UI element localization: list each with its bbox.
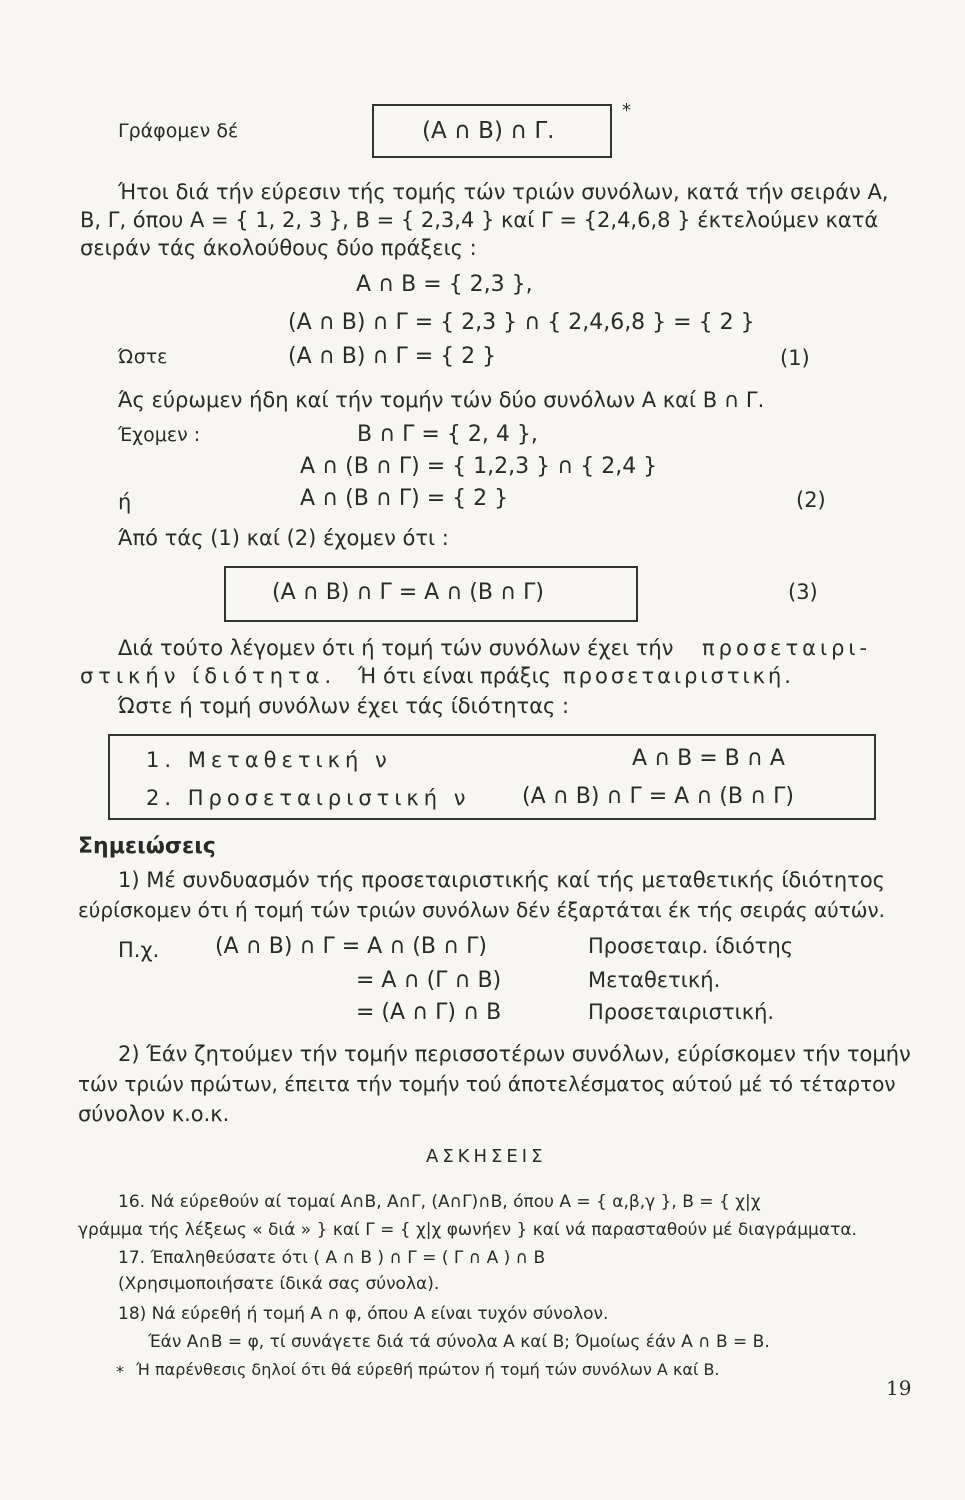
para1-line-3: σειράν τάς άκολούθους δύο πράξεις :	[80, 236, 477, 260]
example-formula-3: = (A ∩ Γ) ∩ B	[356, 1000, 502, 1025]
calc2-have-label: Έχομεν :	[118, 424, 201, 446]
para4-line-3: Ώστε ή τομή συνόλων έχει τάς ίδιότητας :	[118, 694, 570, 718]
example-label: Π.χ.	[118, 938, 160, 962]
calc2-eq-number: (2)	[796, 488, 826, 512]
exercise-16-line-1: 16. Νά εύρεθούν αί τομαί Α∩Β, Α∩Γ, (Α∩Γ)∩Β, όπου Α = { α,β,γ }, Β = { χ|χ	[118, 1192, 761, 1212]
para4-line-2c: προσεταιριστική.	[563, 664, 794, 688]
calc1-hence-label: Ώστε	[118, 346, 168, 368]
calc1-line-2: (A ∩ B) ∩ Γ = { 2,3 } ∩ { 2,4,6,8 } = { 2 }	[288, 310, 755, 335]
property-name-2: 2. Προσεταιριστική ν	[146, 786, 471, 810]
associative-eq-number: (3)	[788, 580, 818, 604]
intro-formula: (A ∩ B) ∩ Γ.	[422, 118, 555, 144]
para2: Άς εύρωμεν ήδη καί τήν τομήν τών δύο συνόλων Α καί Β ∩ Γ.	[118, 388, 765, 412]
calc2-or-label: ή	[118, 490, 132, 514]
calc2-line-3: A ∩ (B ∩ Γ) = { 2 }	[300, 486, 509, 511]
calc2-line-2: A ∩ (B ∩ Γ) = { 1,2,3 } ∩ { 2,4 }	[300, 454, 658, 479]
para4-line-2b: Ή ότι είναι πράξις	[358, 664, 552, 688]
calc1-eq-number: (1)	[780, 346, 810, 370]
example-property-2: Μεταθετική.	[588, 968, 721, 992]
para4-line-2a: στικήν ίδιότητα.	[80, 664, 337, 688]
example-property-1: Προσεταιρ. ίδιότης	[588, 934, 794, 958]
example-property-3: Προσεταιριστική.	[588, 1000, 775, 1024]
exercise-16-line-2: γράμμα τής λέξεως « διά » } καί Γ = { χ|χ φωνήεν } καί νά παρασταθούν μέ διαγράμματα.	[78, 1220, 857, 1240]
example-formula-1: (A ∩ B) ∩ Γ = A ∩ (B ∩ Γ)	[215, 934, 487, 959]
exercise-17-line-1: 17. Έπαληθεύσατε ότι ( Α ∩ Β ) ∩ Γ = ( Γ ∩ Α ) ∩ Β	[118, 1248, 546, 1268]
associative-eq: (A ∩ B) ∩ Γ = A ∩ (B ∩ Γ)	[272, 580, 544, 605]
property-formula-2: (A ∩ B) ∩ Γ = A ∩ (B ∩ Γ)	[522, 784, 794, 809]
footnote-star: *	[116, 1362, 124, 1381]
exercise-18-line-1: 18) Νά εύρεθή ή τομή Α ∩ φ, όπου Α είναι τυχόν σύνολον.	[118, 1304, 609, 1324]
note2-line-2: τών τριών πρώτων, έπειτα τήν τομήν τού άποτελέσματος αύτού μέ τό τέταρτον	[78, 1072, 896, 1096]
page-number: 19	[886, 1376, 912, 1400]
calc1-line-3: (A ∩ B) ∩ Γ = { 2 }	[288, 344, 497, 369]
para3: Άπό τάς (1) καί (2) έχομεν ότι :	[118, 526, 449, 550]
footnote-marker: *	[622, 100, 631, 121]
note1-line-1: 1) Μέ συνδυασμόν τής προσεταιριστικής καί τής μεταθετικής ίδιότητος	[118, 868, 886, 892]
example-formula-2: = A ∩ (Γ ∩ B)	[356, 968, 502, 993]
calc1-line-1: A ∩ B = { 2,3 },	[356, 272, 533, 297]
calc2-line-1: B ∩ Γ = { 2, 4 },	[357, 422, 538, 447]
note2-line-3: σύνολον κ.ο.κ.	[78, 1102, 230, 1126]
exercise-17-line-2: (Χρησιμοποιήσατε ίδικά σας σύνολα).	[118, 1274, 440, 1294]
note2-line-1: 2) Έάν ζητούμεν τήν τομήν περισσοτέρων συνόλων, εύρίσκομεν τήν τομήν	[118, 1042, 911, 1066]
note1-line-2: εύρίσκομεν ότι ή τομή τών τριών συνόλων δέν έξαρτάται έκ τής σειράς αύτών.	[78, 898, 886, 922]
para1-line-2: Β, Γ, όπου Α = { 1, 2, 3 }, Β = { 2,3,4 } καί Γ = {2,4,6,8 } έκτελούμεν κατά	[80, 208, 879, 232]
property-formula-1: A ∩ B = B ∩ A	[632, 746, 785, 771]
footnote-text: Ή παρένθεσις δηλοί ότι θά εύρεθή πρώτον ή τομή τών συνόλων Α καί Β.	[136, 1360, 720, 1379]
property-name-1: 1. Μεταθετική ν	[146, 748, 392, 772]
exercises-heading: ΑΣΚΗΣΕΙΣ	[426, 1146, 547, 1167]
para4-line-1a: Διά τούτο λέγομεν ότι ή τομή τών συνόλων έχει τήν	[118, 636, 674, 660]
exercise-18-line-2: Έάν Α∩Β = φ, τί συνάγετε διά τά σύνολα Α καί Β; Όμοίως έάν Α ∩ Β = Β.	[148, 1332, 770, 1352]
intro-label: Γράφομεν δέ	[118, 120, 239, 142]
notes-heading: Σημειώσεις	[78, 834, 216, 859]
para4-line-1b: προσεταιρι-	[702, 636, 872, 660]
para1-line-1: Ήτοι διά τήν εύρεσιν τής τομής τών τριών συνόλων, κατά τήν σειράν Α,	[118, 180, 889, 204]
